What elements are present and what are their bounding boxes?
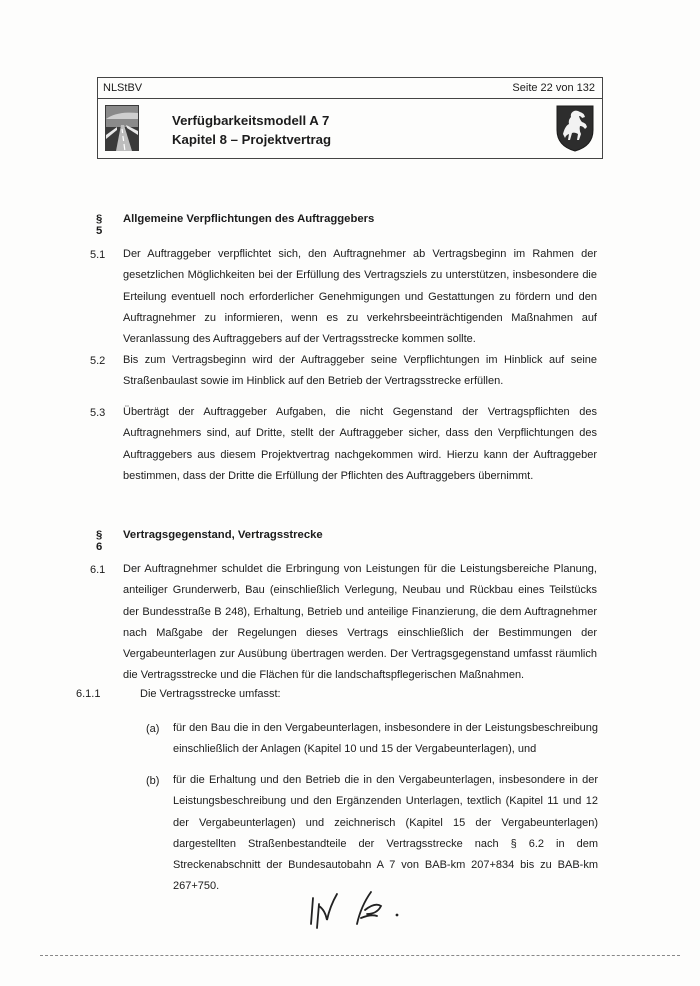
- page-header: [97, 77, 603, 159]
- list-item-text: für die Erhaltung und den Betrieb die in den Vergabeunterlagen, insbesondere in der Leistungsbeschreibung und den Ergänzenden Unterlagen, textlich (Kapitel 11 und 12 der Vergabeunterlagen) und zeichnerisch (Kapitel 15 der Vergabeunterlagen) dargestellten Straßenbestandteile der Vertragsstrecke nach § 6.2 in dem Streckenabschnitt der Bundesautobahn A 7 von BAB-km 207+834 bis zu BAB-km 267+750.: [173, 774, 598, 893]
- list-item-label: (a): [146, 723, 160, 735]
- horse-crest-icon: [555, 104, 595, 152]
- header-title-line-2: Kapitel 8 – Projektvertrag: [172, 132, 332, 147]
- section-title: Vertragsgegenstand, Vertragsstrecke: [123, 529, 323, 541]
- list-item-text: für den Bau die in den Vergabeunterlagen, insbesondere in der Leistungsbeschreibung einschließlich der Anlagen (Kapitel 10 und 15 der Vergabeunterlagen), und: [173, 722, 598, 756]
- header-page-number: Seite 22 von 132: [512, 82, 595, 94]
- header-top-row: [98, 78, 602, 99]
- header-title: [172, 111, 331, 149]
- section-number: § 5: [96, 213, 103, 237]
- header-title-line-1: Verfügbarkeitsmodell A 7: [172, 113, 330, 128]
- paragraph-text: Überträgt der Auftraggeber Aufgaben, die nicht Gegenstand der Vertragspflichten des Auftragnehmers sind, auf Dritte, stellt der Auftraggeber sicher, dass den Verpflichtungen des Auftraggebers aus diesem Projektvertrag nachgekommen wird. Hierzu kann der Auftraggeber bestimmen, dass der Dritte die Erfüllung der Pflichten des Auftraggebers übernimmt.: [123, 406, 597, 482]
- handwritten-signature: [305, 884, 425, 934]
- paragraph-text: Bis zum Vertragsbeginn wird der Auftraggeber seine Verpflichtungen im Hinblick auf seine Straßenbaulast sowie im Hinblick auf den Betrieb der Vertragsstrecke erfüllen.: [123, 354, 597, 388]
- paragraph-text: Der Auftragnehmer schuldet die Erbringung von Leistungen für die Leistungsbereiche Planung, anteiliger Grunderwerb, Bau (einschließlich Verlegung, Neubau und Rückbau eines Teilstücks der Bundesstraße B 248), Erhaltung, Betrieb und anteilige Finanzierung, die dem Auftragnehmer nach Maßgabe der Regelungen dieses Vertrags einschließlich der Bestimmungen der Vergabeunterlagen zur Ausübung übertragen werden. Der Vertragsgegenstand umfasst räumlich die Vertragsstrecke und die Flächen für die landschaftspflegerischen Maßnahmen.: [123, 563, 597, 682]
- paragraph-number: 5.1: [90, 249, 106, 261]
- subsection-number: 6.1.1: [76, 688, 101, 700]
- paragraph-number: 6.1: [90, 564, 106, 576]
- subsection-intro: Die Vertragsstrecke umfasst:: [140, 688, 281, 700]
- highway-logo-icon: [105, 105, 139, 151]
- paragraph-text: Der Auftraggeber verpflichtet sich, den Auftragnehmer ab Vertragsbeginn im Rahmen der gesetzlichen Möglichkeiten bei der Erfüllung des Vertragsziels zu unterstützen, insbesondere die Erteilung eventuell noch erforderlicher Genehmigungen und Gestattungen zu fördern und den Auftragnehmer zu informieren, wenn es zu verkehrsbeeinträchtigenden Maßnahmen auf Veranlassung des Auftraggebers auf der Vertragsstrecke kommen sollte.: [123, 248, 597, 346]
- list-item-label: (b): [146, 775, 160, 787]
- paragraph-number: 5.3: [90, 407, 106, 419]
- header-organization: NLStBV: [103, 82, 143, 94]
- section-title: Allgemeine Verpflichtungen des Auftraggebers: [123, 213, 375, 225]
- paragraph-number: 5.2: [90, 355, 106, 367]
- section-number: § 6: [96, 529, 103, 553]
- footer-divider: [40, 955, 680, 956]
